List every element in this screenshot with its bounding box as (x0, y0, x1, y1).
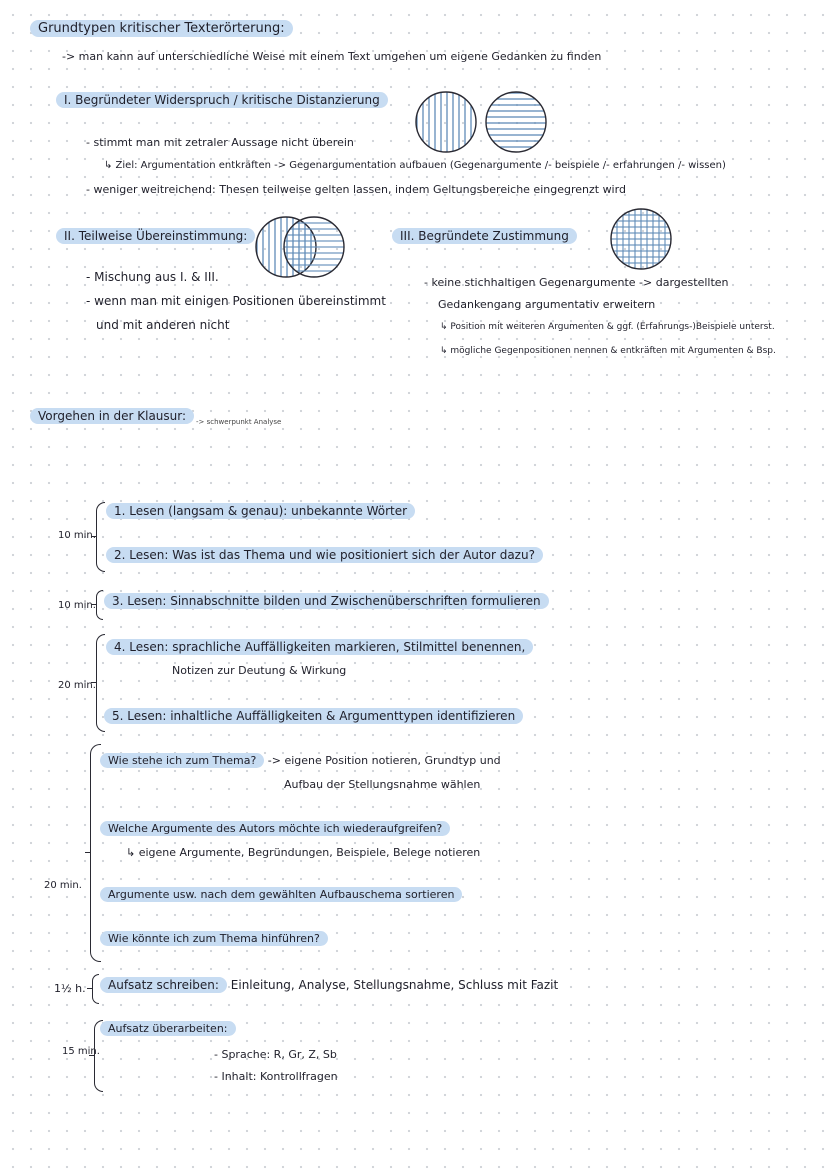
read-step-4-text: 4. Lesen: sprachliche Auffälligkeiten markieren, Stilmittel benennen, (106, 639, 533, 655)
time-label-4: 20 min. (44, 880, 82, 891)
read-step-3-text: 3. Lesen: Sinnabschnitte bilden und Zwischenüberschriften formulieren (104, 593, 549, 609)
question-1-note-b: Aufbau der Stellungsnahme wählen (284, 778, 481, 791)
grid-hatched-circle (611, 209, 671, 269)
type3-bullet1b: Gedankengang argumentativ erweitern (438, 298, 656, 311)
question-4-text: Wie könnte ich zum Thema hinführen? (100, 931, 328, 946)
time-label-1: 10 min. (58, 530, 96, 541)
horizontal-hatched-circle (284, 217, 344, 277)
question-2 (100, 822, 450, 835)
read-step-5 (104, 709, 523, 723)
question-1-note: -> eigene Position notieren, Grundtyp und (267, 754, 501, 767)
type2-heading: II. Teilweise Übereinstimmung: (56, 228, 255, 244)
revise-item-2: - Inhalt: Kontrollfragen (214, 1070, 338, 1083)
revise-item-1: - Sprache: R, Gr, Z, Sb (214, 1048, 337, 1061)
time-label-2: 10 min. (58, 600, 96, 611)
question-4 (100, 932, 328, 945)
section2-note: -> schwerpunkt Analyse (196, 418, 282, 426)
type2-bullet2b: und mit anderen nicht (96, 318, 230, 332)
question-1 (100, 754, 501, 767)
type3-grid-circle-illustration (608, 206, 674, 272)
section-title-vorgehen: Vorgehen in der Klausur: (30, 408, 194, 424)
type1-bullet1: - stimmt man mit zetraler Aussage nicht überein (86, 136, 354, 149)
write-step-note: Einleitung, Analyse, Stellungsnahme, Schluss mit Fazit (230, 978, 559, 992)
intro-line: -> man kann auf unterschiedliche Weise mit einem Text umgehen um eigene Gedanken zu finden (62, 50, 602, 63)
read-step-4 (106, 640, 533, 654)
question-3 (100, 888, 462, 901)
type2-overlap-illustration (254, 214, 348, 280)
write-step-label: Aufsatz schreiben: (100, 977, 227, 993)
read-step-1-text: 1. Lesen (langsam & genau): unbekannte Wörter (106, 503, 415, 519)
read-step-1 (106, 504, 415, 518)
type1-sub1: ↳ Ziel: Argumentation entkräften -> Gegenargumentation aufbauen (Gegenargumente /- beispiele /- erfahrungen /- wissen) (104, 160, 726, 171)
read-step-3 (104, 594, 549, 608)
type3-sub2: ↳ mögliche Gegenpositionen nennen & entkräften mit Argumenten & Bsp. (440, 346, 776, 356)
read-step-5-text: 5. Lesen: inhaltliche Auffälligkeiten & Argumenttypen identifizieren (104, 708, 523, 724)
revise-step-label: Aufsatz überarbeiten: (100, 1021, 236, 1036)
brace-5 (92, 974, 99, 1004)
read-step-2 (106, 548, 543, 562)
brace-4 (90, 744, 101, 962)
vertical-hatched-circle (416, 92, 476, 152)
read-step-4-note: Notizen zur Deutung & Wirkung (172, 664, 347, 677)
question-3-text: Argumente usw. nach dem gewählten Aufbauschema sortieren (100, 887, 462, 902)
brace-2 (96, 590, 103, 620)
type2-bullet2a: - wenn man mit einigen Positionen übereinstimmt (86, 294, 386, 308)
brace-1 (96, 502, 105, 572)
question-2-note: ↳ eigene Argumente, Begründungen, Beispiele, Belege notieren (126, 846, 481, 859)
time-label-3: 20 min. (58, 680, 96, 691)
type1-circles-illustration (414, 90, 554, 154)
write-step (100, 978, 558, 992)
type3-bullet1a: - keine stichhaltigen Gegenargumente -> dargestellten (424, 276, 729, 289)
question-2-text: Welche Argumente des Autors möchte ich wiederaufgreifen? (100, 821, 450, 836)
time-label-5: 1½ h. (54, 982, 86, 995)
section-title-grundtypen: Grundtypen kritischer Texterörterung: (30, 20, 293, 37)
type1-heading: I. Begründeter Widerspruch / kritische Distanzierung (56, 92, 388, 108)
horizontal-hatched-circle (486, 92, 546, 152)
question-1-text: Wie stehe ich zum Thema? (100, 753, 264, 768)
type1-bullet2: - weniger weitreichend: Thesen teilweise gelten lassen, indem Geltungsbereiche eingegrenzt wird (86, 183, 626, 196)
type3-sub1: ↳ Position mit weiteren Argumenten & ggf. (Erfahrungs-)Beispiele unterst. (440, 322, 775, 332)
time-label-6: 15 min. (62, 1046, 100, 1057)
type2-bullet1: - Mischung aus I. & III. (86, 270, 219, 284)
read-step-2-text: 2. Lesen: Was ist das Thema und wie positioniert sich der Autor dazu? (106, 547, 543, 563)
type3-heading: III. Begründete Zustimmung (392, 228, 577, 244)
revise-step (100, 1022, 236, 1035)
